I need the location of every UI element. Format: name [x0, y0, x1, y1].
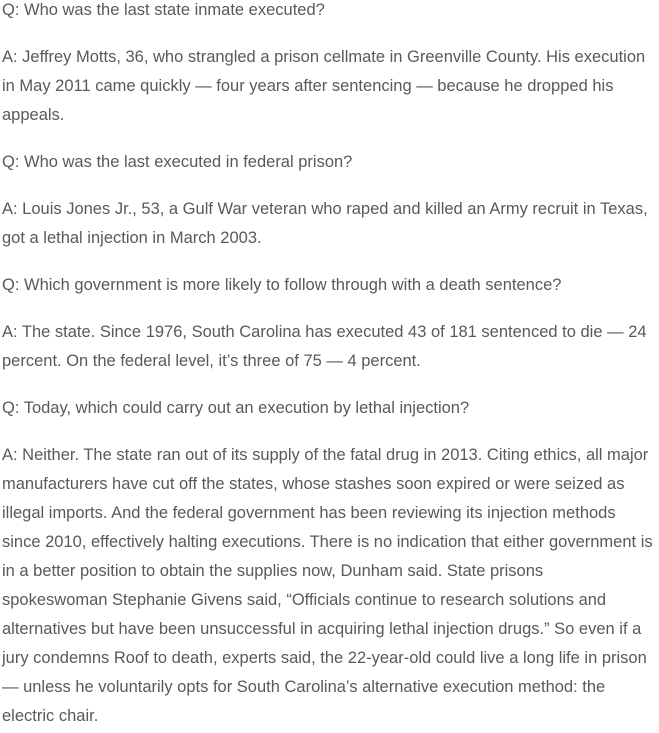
answer-paragraph: A: The state. Since 1976, South Carolina has executed 43 of 181 sentenced to die — 24 percent. On the federal level, it’s three of 75 — 4 percent. — [2, 323, 647, 370]
question-paragraph: Q: Which government is more likely to follow through with a death sentence? — [2, 276, 562, 294]
answer-paragraph: A: Louis Jones Jr., 53, a Gulf War veteran who raped and killed an Army recruit in Texas, got a lethal injection in March 2003. — [2, 200, 648, 247]
answer-paragraph: A: Neither. The state ran out of its supply of the fatal drug in 2013. Citing ethics, all major manufacturers have cut off the states, whose stashes soon expired or were seized as illegal imports. And the federal government has been reviewing its injection methods since 2010, effectively halting executions. There is no indication that either government is in a better position to obtain the supplies now, Dunham said. State prisons spokeswoman Stephanie Givens said, “Officials continue to research solutions and alternatives but have been unsuccessful in acquiring lethal injection drugs.” So even if a jury condemns Roof to death, experts said, the 22-year-old could live a long life in prison — unless he voluntarily opts for South Carolina’s alternative execution method: the electric chair. — [2, 446, 653, 725]
answer-paragraph: A: Jeffrey Motts, 36, who strangled a prison cellmate in Greenville County. His execution in May 2011 came quickly — four years after sentencing — because he dropped his appeals. — [2, 48, 646, 124]
question-paragraph: Q: Who was the last state inmate executed? — [2, 1, 325, 19]
question-paragraph: Q: Today, which could carry out an execution by lethal injection? — [2, 399, 470, 417]
question-paragraph: Q: Who was the last executed in federal prison? — [2, 153, 353, 171]
